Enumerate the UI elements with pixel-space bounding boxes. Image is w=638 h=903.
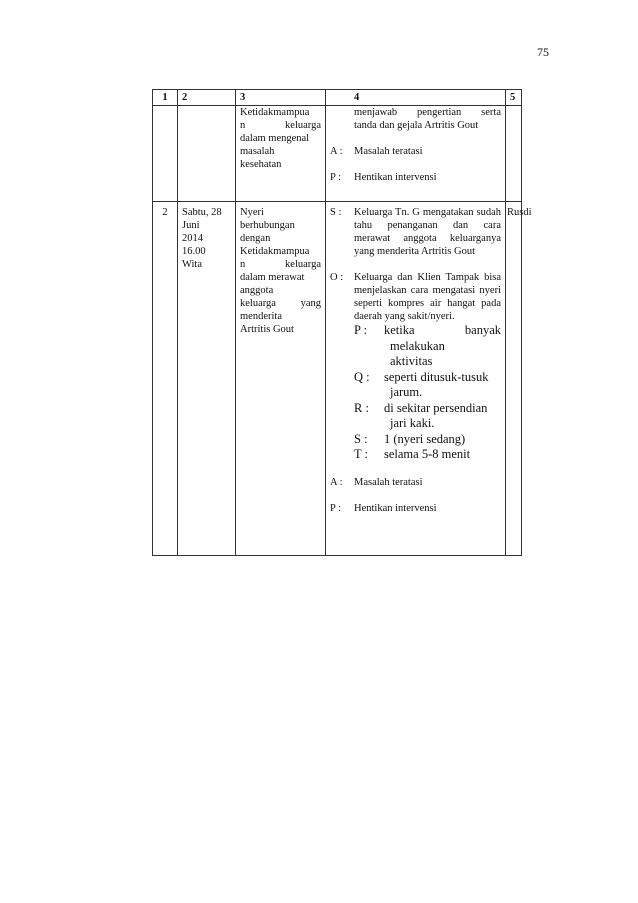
plan-text: Hentikan intervensi [354,172,437,183]
subjective-entry [330,206,501,258]
diagnosis-word: n [240,120,246,131]
pain-item-line: ketika banyak [384,323,501,337]
cell-diagnosis [236,202,326,556]
pain-item-line: jarum. [390,385,423,399]
subjective-text: Keluarga Tn. G mengatakan sudah tahu penanganan dan cara merawat anggota keluarganya yang menderita Artritis Gout [354,207,501,257]
subjective-label: S : [330,207,342,218]
cell-datetime [178,202,236,556]
diagnosis-line: anggota [240,285,274,296]
cell-no: 2 [153,202,178,556]
pain-item-label: T : [354,447,369,461]
header-row [153,90,522,106]
pain-item [354,370,501,401]
objective-label: O : [330,272,344,283]
diagnosis-line [240,119,321,132]
diagnosis-line: Nyeri [240,207,264,218]
plan-entry [330,502,501,515]
diagnosis-line: Ketidakmampua [240,246,310,257]
header-col-1: 1 [153,90,178,106]
plan-entry [330,171,501,184]
diagnosis-word: keluarga [285,259,321,270]
datetime-line: Sabtu, 28 [182,207,222,218]
plan-text: Hentikan intervensi [354,502,437,514]
datetime-line: Wita [182,259,202,270]
diagnosis-line: menderita [240,311,282,322]
diagnosis-line: dalam mengenal [240,133,310,144]
cell-evaluation [326,106,506,202]
assessment-label: A : [330,146,343,157]
header-col-4: 4 [326,90,506,106]
pain-item [354,323,501,370]
pain-item [354,401,501,432]
objective-text: Keluarga dan Klien Tampak bisa menjelaskan cara mengatasi nyeri seperti kompres air hangat pada daerah yang sakit/nyeri. [354,272,501,322]
assessment-entry [330,476,501,489]
pain-assessment-list [354,323,501,463]
header-col-2: 2 [178,90,236,106]
assessment-label: A : [330,476,343,488]
pain-item-line: selama 5-8 menit [384,447,471,461]
pain-item [354,447,501,463]
pain-item-label: Q : [354,369,370,384]
pain-item-line: seperti ditusuk-tusuk [384,369,489,384]
pain-item-label: P : [354,323,368,337]
pain-item-line: 1 (nyeri sedang) [384,431,466,446]
evaluation-table [152,89,532,556]
pain-item-label: R : [354,400,369,415]
pain-item-line: melakukan [390,338,445,353]
diagnosis-line: kesehatan [240,159,282,170]
datetime-line: 2014 [182,233,203,244]
diagnosis-word: n [240,259,246,270]
evaluation-line: menjawab pengertian serta [354,107,501,118]
assessment-text: Masalah teratasi [354,476,423,488]
assessment-text: Masalah teratasi [354,146,423,157]
plan-label: P : [330,172,341,183]
cell-diagnosis [236,106,326,202]
datetime-line: Juni [182,220,200,231]
cell-evaluation [326,202,506,556]
datetime-line: 16.00 [182,246,206,257]
diagnosis-line: keluarga yang [240,298,321,309]
table-row [153,106,522,202]
assessment-entry [330,145,501,158]
cell-datetime [178,106,236,202]
diagnosis-line: Artritis Gout [240,324,294,335]
pain-item-line: jari kaki. [390,416,435,430]
plan-label: P : [330,502,341,514]
cell-signature [506,106,522,202]
diagnosis-line: dengan [240,233,271,244]
evaluation-line: tanda dan gejala Artritis Gout [354,120,479,131]
pain-item-line: aktivitas [390,354,433,368]
pain-item-label: S : [354,431,368,446]
table-row [153,202,522,556]
diagnosis-line: Ketidakmampua [240,107,310,118]
cell-no [153,106,178,202]
pain-item [354,432,501,448]
objective-entry [330,271,501,323]
diagnosis-line [240,258,321,271]
pain-item-line: di sekitar persendian [384,400,488,415]
header-col-3: 3 [236,90,326,106]
diagnosis-line: dalam merawat [240,272,305,283]
diagnosis-line: masalah [240,146,275,157]
diagnosis-word: keluarga [285,120,321,131]
diagnosis-line: berhubungan [240,220,295,231]
header-col-5: 5 [506,90,522,106]
page-number: 75 [537,45,549,59]
cell-signature: Rusdi [506,202,522,556]
